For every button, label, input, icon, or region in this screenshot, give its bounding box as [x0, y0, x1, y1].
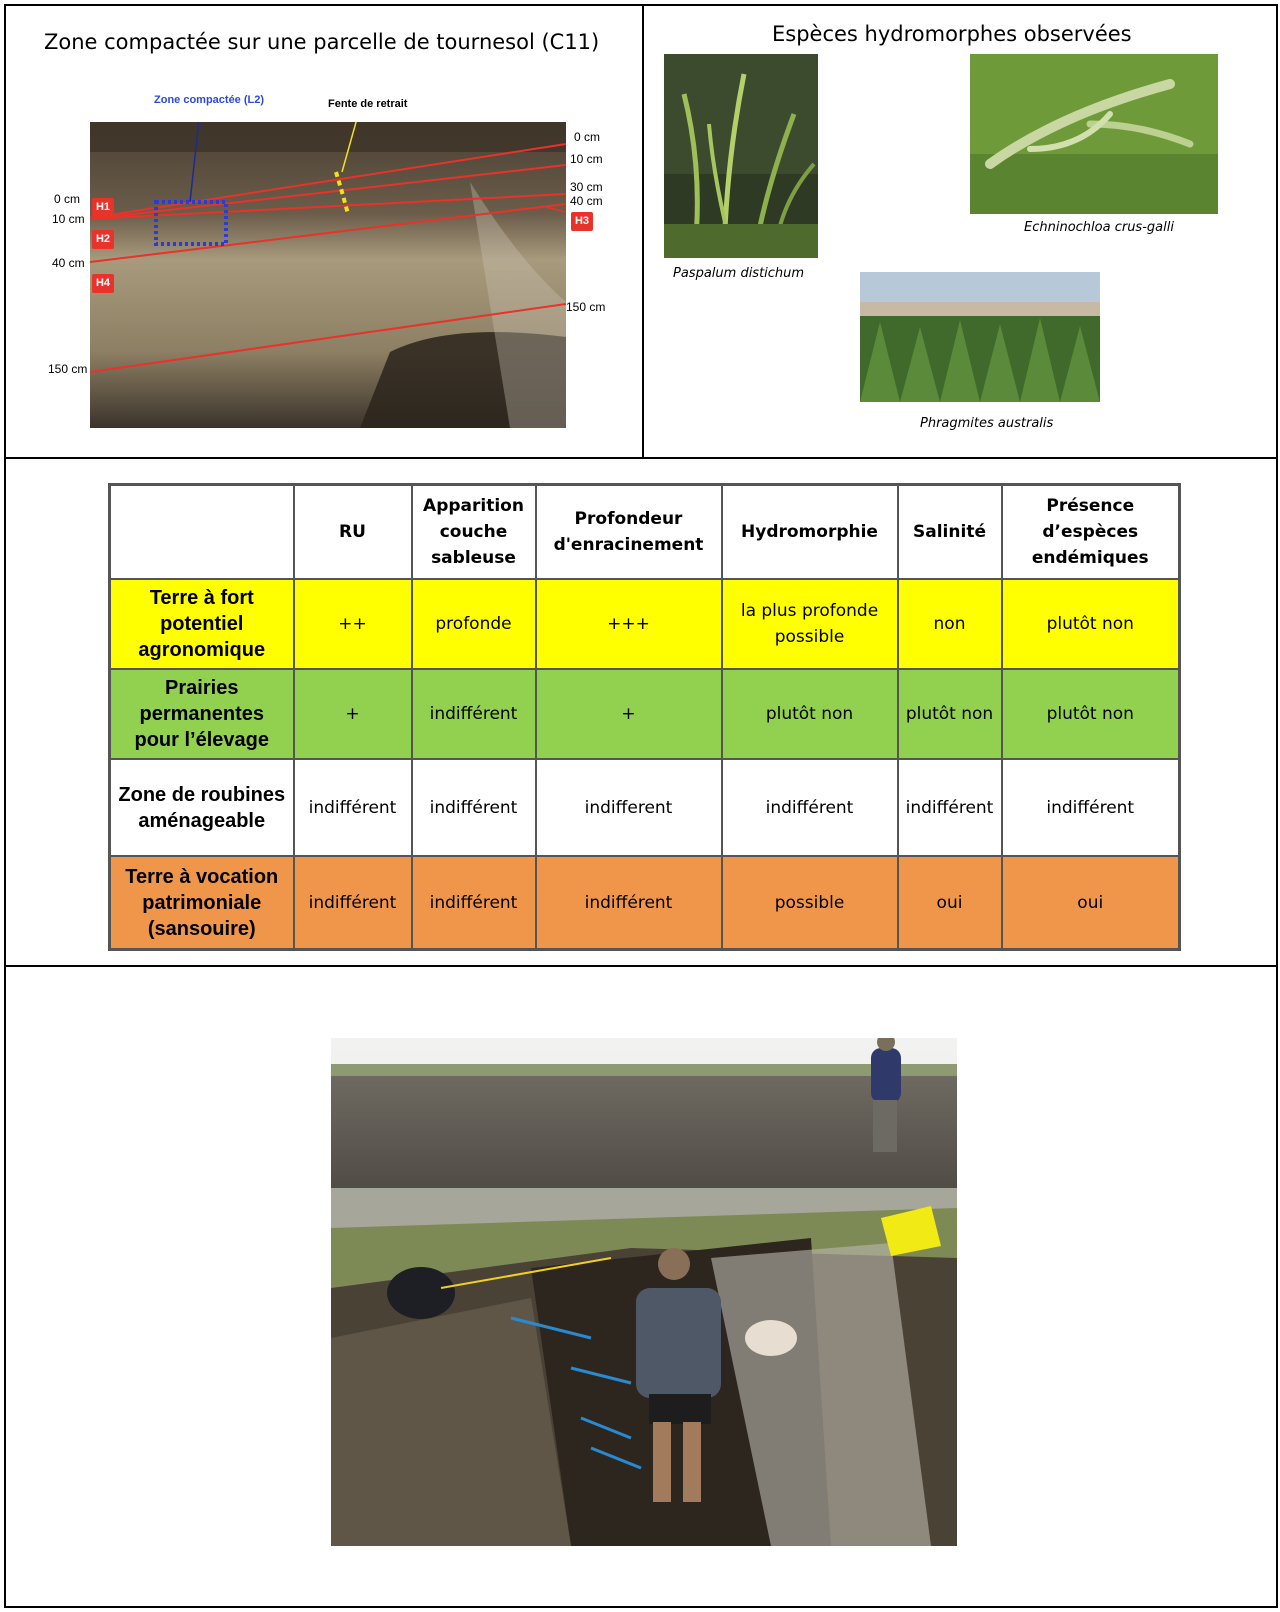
depth-right-30: 30 cm: [570, 180, 603, 194]
echinochloa-photo: [970, 54, 1218, 214]
table-cell: +++: [536, 579, 722, 669]
table-row: [110, 856, 1180, 950]
table-header-salinity: Salinité: [898, 485, 1002, 580]
compact-zone-label: Zone compactée (L2): [154, 94, 265, 106]
table-cell: indifférent: [412, 669, 536, 759]
table-header-sandy-layer: Apparition couche sableuse: [412, 485, 536, 580]
table-cell: indifferent: [536, 759, 722, 856]
table-cell: indifférent: [294, 759, 412, 856]
species-panel: [642, 4, 1278, 459]
depth-left-10: 10 cm: [52, 212, 85, 226]
table-panel: [4, 457, 1278, 967]
species-panel-title: Espèces hydromorphes observées: [772, 22, 1132, 46]
table-cell: +: [294, 669, 412, 759]
soil-profile-panel: [4, 4, 644, 459]
depth-left-150: 150 cm: [48, 362, 88, 376]
soil-profile-photo: [90, 122, 566, 428]
table-cell: plutôt non: [1002, 669, 1180, 759]
table-row: [110, 579, 1180, 669]
depth-left-0: 0 cm: [54, 192, 81, 206]
table-cell: oui: [1002, 856, 1180, 950]
crack-label: Fente de retrait: [328, 98, 408, 110]
soil-pit-field-photo: [331, 1038, 957, 1546]
land-use-criteria-table: [108, 483, 1181, 951]
row-label: Prairies permanentes pour l’élevage: [110, 669, 294, 759]
row-label: Terre à vocation patrimoniale (sansouire): [110, 856, 294, 950]
depth-right-0: 0 cm: [574, 130, 601, 144]
horizon-badge-h4: H4: [92, 274, 114, 293]
horizon-badge-h3: H3: [571, 212, 593, 231]
horizon-badge-h2: H2: [92, 230, 114, 249]
table-cell: indifférent: [412, 856, 536, 950]
field-photo-panel: [4, 965, 1278, 1608]
table-cell: indifférent: [1002, 759, 1180, 856]
table-cell: la plus profonde possible: [722, 579, 898, 669]
table-cell: plutôt non: [898, 669, 1002, 759]
caption-phragmites: Phragmites australis: [920, 416, 1054, 431]
table-cell: indifférent: [898, 759, 1002, 856]
table-cell: indifférent: [412, 759, 536, 856]
table-cell: non: [898, 579, 1002, 669]
paspalum-photo: [664, 54, 818, 258]
table-cell: ++: [294, 579, 412, 669]
row-label: Terre à fort potentiel agronomique: [110, 579, 294, 669]
phragmites-photo: [860, 272, 1100, 402]
table-cell: oui: [898, 856, 1002, 950]
table-header-corner: [110, 485, 294, 580]
table-cell: profonde: [412, 579, 536, 669]
table-cell: plutôt non: [722, 669, 898, 759]
table-header-row: [110, 485, 1180, 580]
table-cell: indifférent: [722, 759, 898, 856]
soil-panel-title: Zone compactée sur une parcelle de tournesol (C11): [44, 30, 600, 54]
table-row: [110, 759, 1180, 856]
table-cell: indifférent: [536, 856, 722, 950]
depth-right-40: 40 cm: [570, 194, 603, 208]
depth-right-10: 10 cm: [570, 152, 603, 166]
caption-paspalum: Paspalum distichum: [673, 266, 805, 281]
table-cell: possible: [722, 856, 898, 950]
depth-right-150: 150 cm: [566, 300, 606, 314]
table-header-ru: RU: [294, 485, 412, 580]
table-row: [110, 669, 1180, 759]
table-cell: +: [536, 669, 722, 759]
table-cell: indifférent: [294, 856, 412, 950]
table-cell: plutôt non: [1002, 579, 1180, 669]
table-header-hydromorphy: Hydromorphie: [722, 485, 898, 580]
row-label: Zone de roubines aménageable: [110, 759, 294, 856]
table-header-endemic-species: Présence d’espèces endémiques: [1002, 485, 1180, 580]
caption-echinochloa: Echninochloa crus-galli: [1024, 220, 1174, 235]
horizon-badge-h1: H1: [92, 198, 114, 217]
table-header-rooting-depth: Profondeur d'enracinement: [536, 485, 722, 580]
depth-left-40: 40 cm: [52, 256, 85, 270]
